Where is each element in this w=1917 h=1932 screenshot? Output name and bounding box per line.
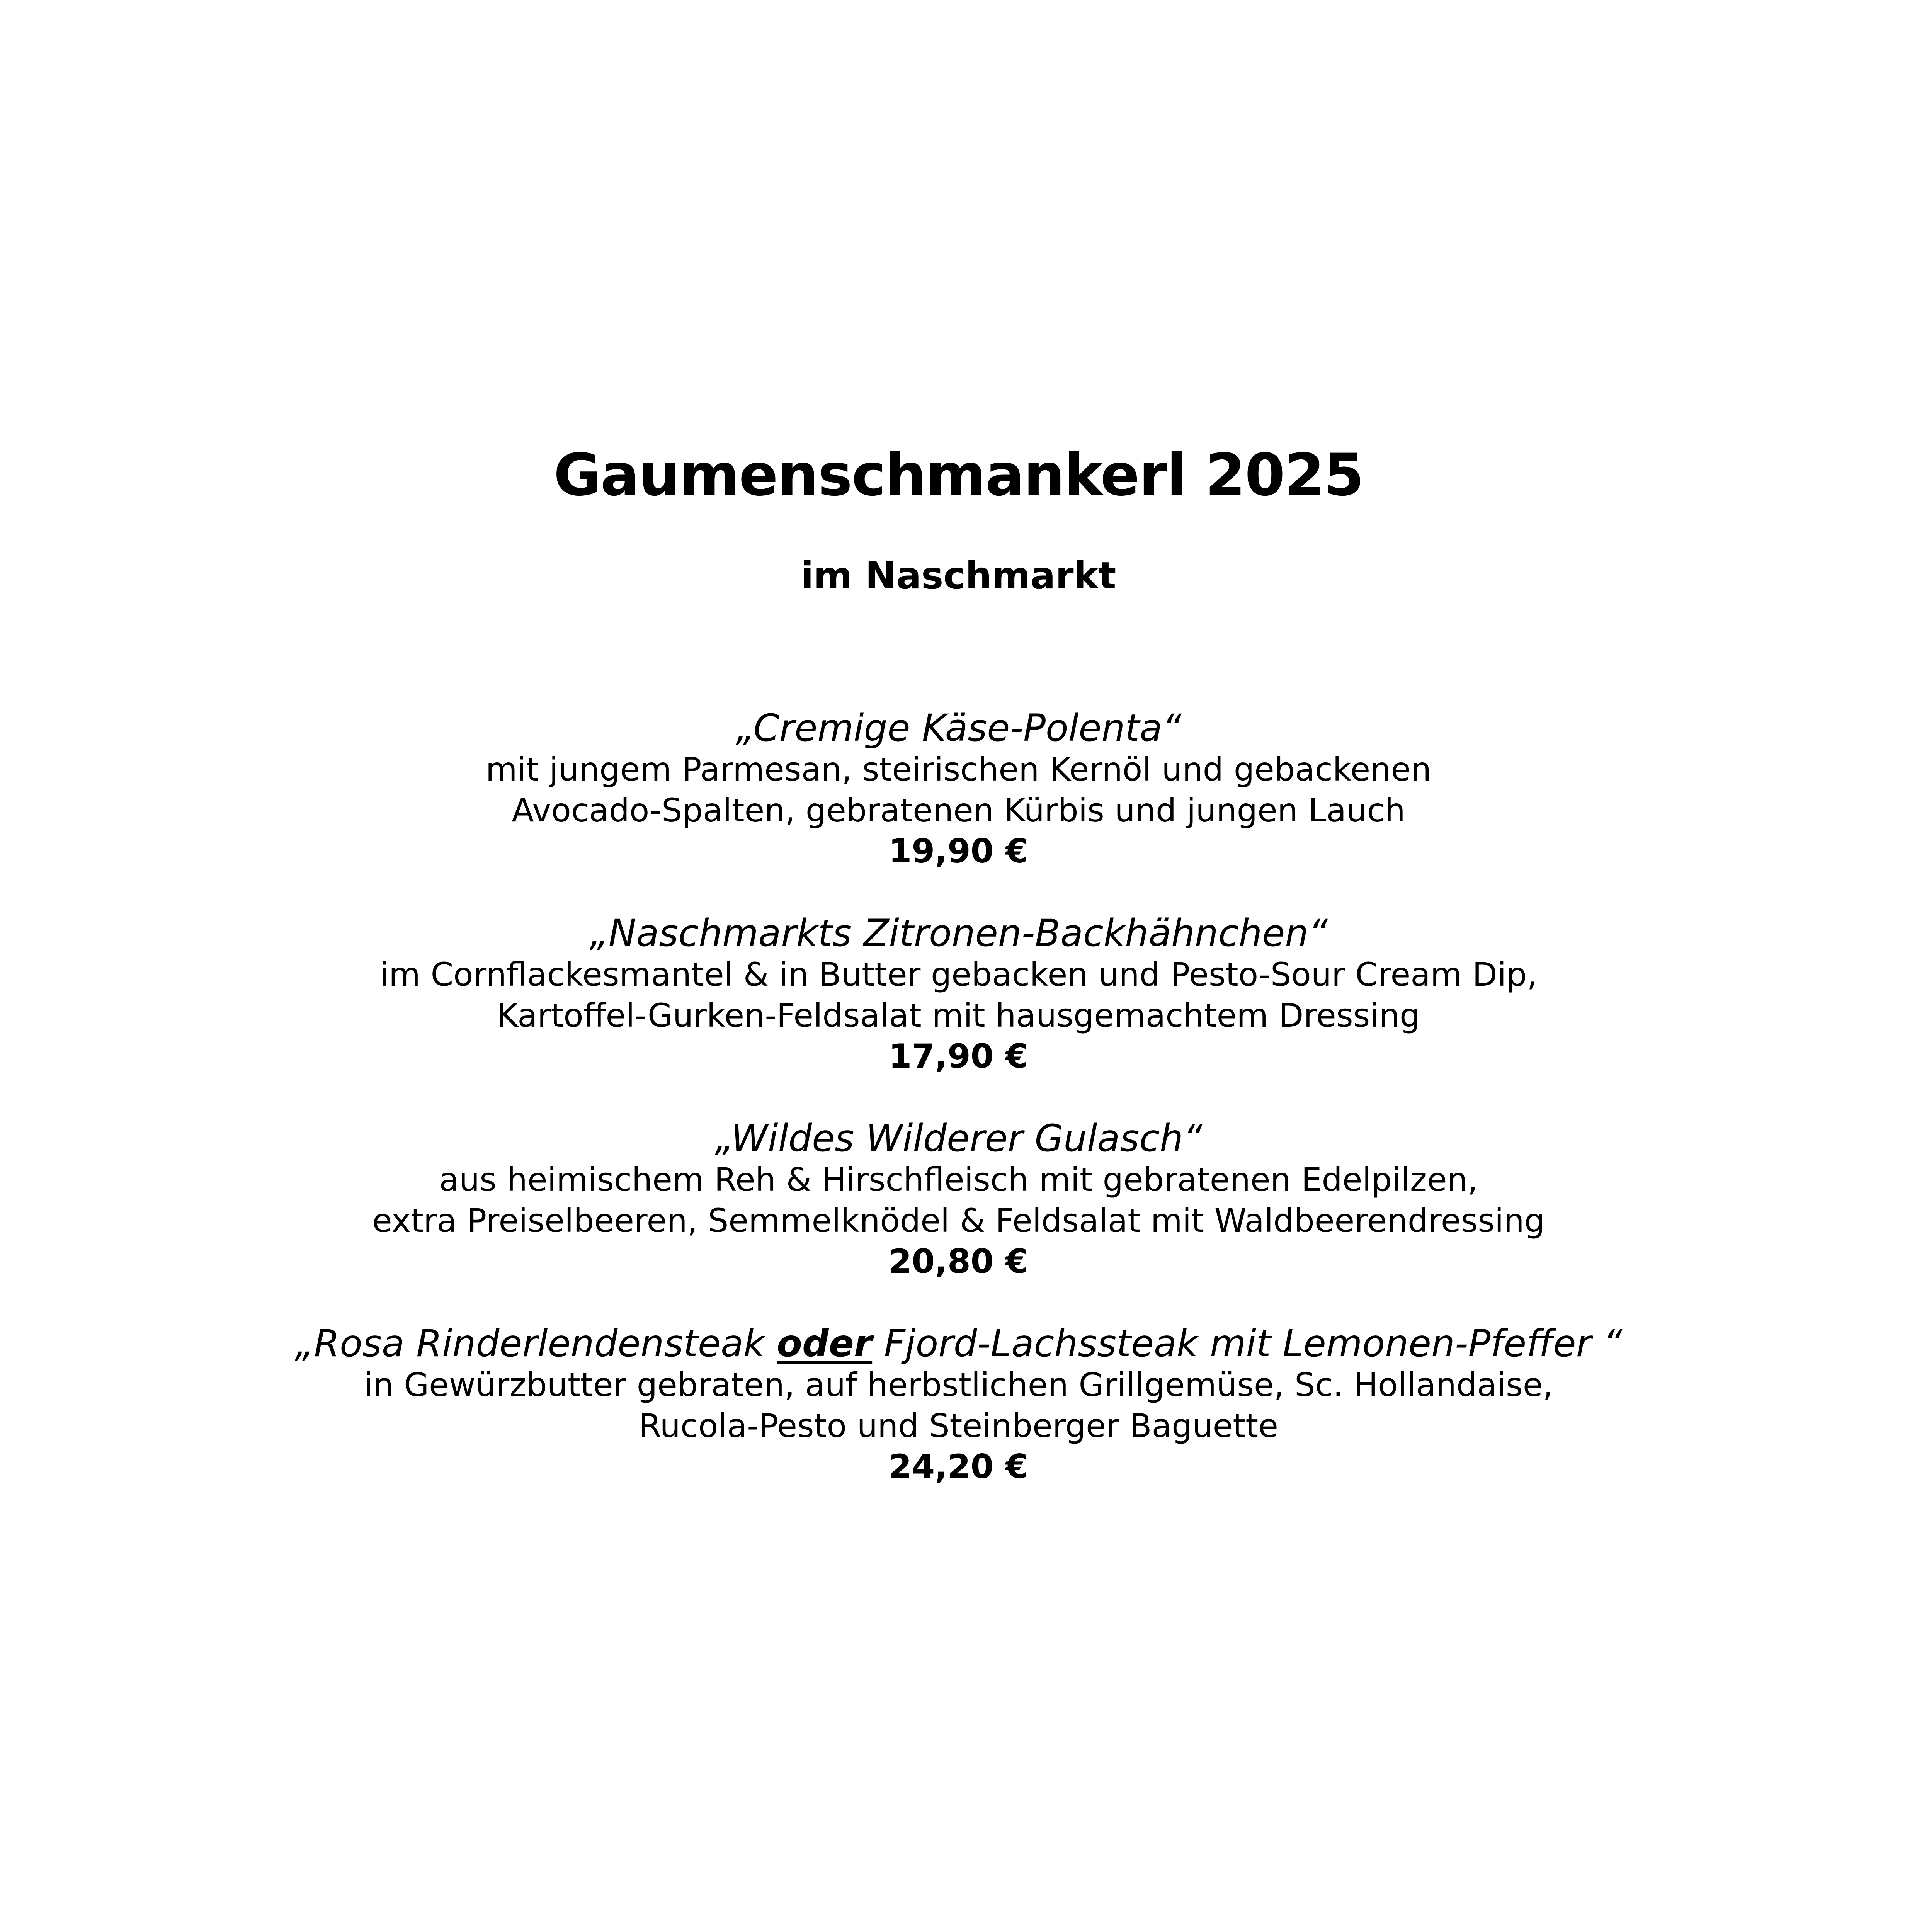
menu-item xyxy=(0,707,1917,872)
dish-name-part: Fjord-Lachssteak mit Lemonen-Pfeffer “ xyxy=(872,1322,1623,1365)
dish-name-oder: oder xyxy=(777,1322,873,1365)
dish-name-part: „Rosa Rinderlendensteak xyxy=(294,1322,777,1365)
dish-name: „Naschmarkts Zitronen-Backhähnchen“ xyxy=(589,912,1328,955)
dish-description-line: aus heimischem Reh & Hirschfleisch mit gebratenen Edelpilzen, xyxy=(439,1161,1478,1199)
dish-description-line: extra Preiselbeeren, Semmelknödel & Feldsalat mit Waldbeerendressing xyxy=(372,1202,1545,1240)
dish-price: 19,90 € xyxy=(888,832,1029,871)
menu-item xyxy=(0,912,1917,1077)
dish-description-line: im Cornflackesmantel & in Butter gebacken und Pesto-Sour Cream Dip, xyxy=(379,956,1538,993)
dish-description-line: Kartoffel-Gurken-Feldsalat mit hausgemachtem Dressing xyxy=(497,997,1420,1034)
dish-description-line: in Gewürzbutter gebraten, auf herbstlichen Grillgemüse, Sc. Hollandaise, xyxy=(364,1366,1553,1404)
dish-price: 17,90 € xyxy=(888,1037,1029,1076)
menu-item xyxy=(0,1117,1917,1282)
menu-list xyxy=(0,707,1917,1528)
menu-item xyxy=(0,1323,1917,1487)
dish-name: „Cremige Käse-Polenta“ xyxy=(735,706,1182,750)
dish-price: 20,80 € xyxy=(888,1242,1029,1281)
dish-description-line: Avocado-Spalten, gebratenen Kürbis und jungen Lauch xyxy=(512,791,1405,829)
dish-name: „Wildes Wilderer Gulasch“ xyxy=(714,1117,1203,1160)
dish-description-line: Rucola-Pesto und Steinberger Baguette xyxy=(639,1407,1278,1445)
page-title: Gaumenschmankerl 2025 xyxy=(553,442,1364,509)
dish-description-line: mit jungem Parmesan, steirischen Kernöl und gebackenen xyxy=(485,750,1432,788)
dish-name xyxy=(0,1323,1917,1364)
page-subtitle: im Naschmarkt xyxy=(801,554,1116,597)
dish-price: 24,20 € xyxy=(888,1447,1029,1486)
